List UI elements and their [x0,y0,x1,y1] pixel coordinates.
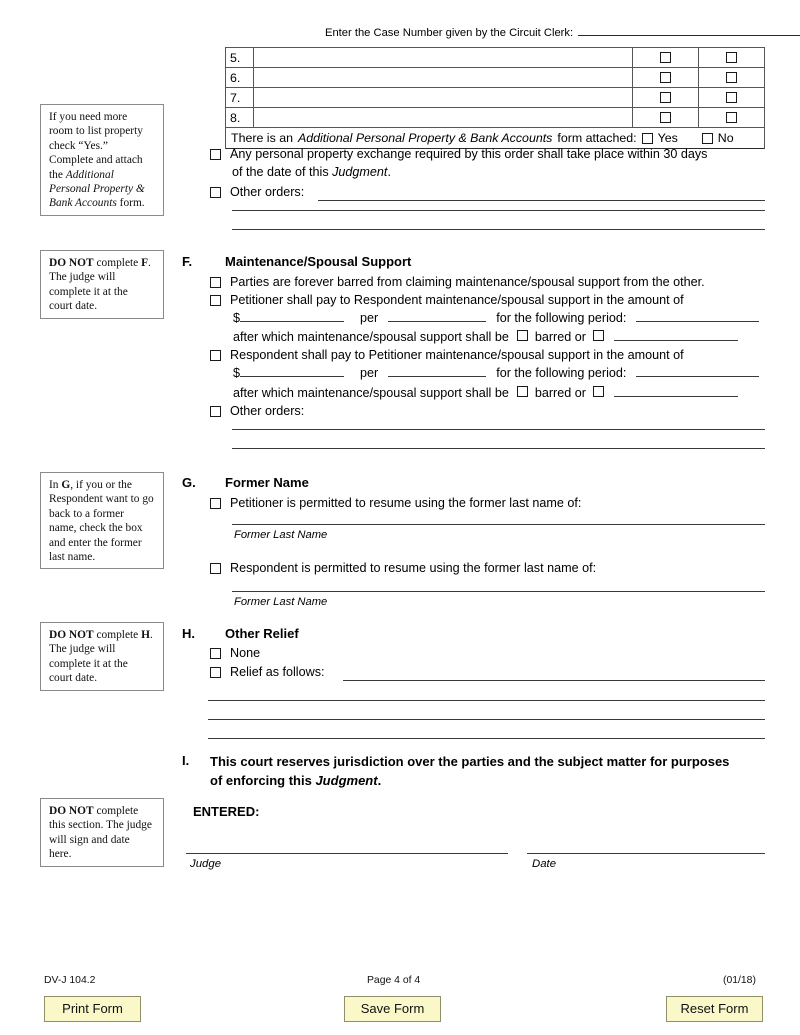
note-property [40,104,164,216]
note-line [49,256,156,270]
respondent-amount-input[interactable] [240,366,344,377]
barred-or-label: barred or [534,386,586,400]
note-line: this section. The judge [49,819,152,832]
note-line: complete it at the [49,657,128,670]
period-label: for the following period: [496,366,627,380]
note-line [49,168,156,182]
per-label: per [360,311,379,325]
note-italic: Bank Accounts [49,197,117,210]
section-f-item-3 [210,347,684,364]
dollar-sign: $ [233,366,241,380]
checkbox-icon[interactable] [726,112,737,123]
note-line: and enter the former [49,536,142,549]
note-line [49,478,156,492]
attachment-no-label: No [717,131,734,145]
note-bold: F [141,257,149,269]
note-line: complete it at the [49,285,128,298]
judge-signature-line[interactable] [186,853,508,854]
none-checkbox[interactable] [210,648,221,659]
petitioner-period-input[interactable] [636,311,759,322]
section-g-item-2 [210,560,596,577]
note-text: complete [93,805,139,817]
exchange-line1: Any personal property exchange required by this order shall take place within 30 days [230,147,708,161]
petitioner-amount-input[interactable] [240,311,344,322]
section-g-letter: G. [182,475,196,490]
section-f-other-orders-checkbox[interactable] [210,406,221,417]
petitioner-other-checkbox[interactable] [593,330,604,341]
none-label: None [230,646,261,660]
note-line: room to list property [49,125,143,138]
entered-label: ENTERED: [193,804,260,819]
note-line: If you need more [49,111,128,123]
row-number: 6. [226,68,254,88]
section-e-other-orders-line-1[interactable] [318,200,765,201]
note-line [49,804,156,818]
barred-checkbox[interactable] [210,277,221,288]
respondent-period-input[interactable] [636,366,759,377]
note-line: court date. [49,672,98,685]
after-which-label: after which maintenance/spousal support shall be [233,330,509,344]
note-bold: DO NOT [49,629,94,641]
row-description-input[interactable] [254,68,633,88]
note-text: , if you or the [70,479,132,491]
section-g-item-2-label: Respondent is permitted to resume using the former last name of: [230,561,597,575]
respondent-barred-checkbox[interactable] [517,386,528,397]
section-i-line-2-post: . [377,773,382,788]
row-description-input[interactable] [254,108,633,128]
section-h-item-relief [210,664,325,681]
relief-input-line-3[interactable] [208,719,765,720]
exchange-line2-pre: of the date of this [232,165,333,179]
section-g-item-1-label: Petitioner is permitted to resume using the former last name of: [230,496,582,510]
row-number: 7. [226,88,254,108]
period-label: for the following period: [496,311,627,325]
note-line: The judge will [49,271,116,284]
checkbox-icon[interactable] [726,92,737,103]
row-checkbox-col2[interactable] [699,88,765,108]
barred-or-label: barred or [534,330,586,344]
row-checkbox-col1[interactable] [633,108,699,128]
exchange-line2-post: . [387,165,391,179]
date-line[interactable] [527,853,765,854]
section-e-other-orders-checkbox[interactable] [210,187,221,198]
note-italic: Additional [65,168,114,181]
row-checkbox-col2[interactable] [699,68,765,88]
note-bold: DO NOT [49,805,94,817]
note-line: will sign and date [49,833,130,846]
row-checkbox-col1[interactable] [633,48,699,68]
exchange-line2 [232,164,391,181]
note-bold: DO NOT [49,257,94,269]
case-number-header [325,25,800,39]
respondent-per-input[interactable] [388,366,486,377]
note-text: . [149,629,153,641]
section-g-item-1 [210,495,581,512]
petitioner-former-name-checkbox[interactable] [210,498,221,509]
petitioner-pays-checkbox[interactable] [210,295,221,306]
petitioner-amount-row [233,311,759,325]
relief-label: Relief as follows: [230,665,325,679]
row-description-input[interactable] [254,48,633,68]
section-f-other-orders-label: Other orders: [230,404,305,418]
note-text: form. [116,197,145,210]
petitioner-barred-checkbox[interactable] [517,330,528,341]
row-description-input[interactable] [254,88,633,108]
section-i-line-2-pre: of enforcing this [210,773,316,788]
respondent-former-name-checkbox[interactable] [210,563,221,574]
note-line: Respondent want to go [49,493,154,506]
checkbox-icon[interactable] [726,72,737,83]
judgment-italic: Judgment [315,773,378,788]
note-line [49,628,156,642]
attachment-form-name: Additional Personal Property & Bank Accounts [297,131,553,145]
table-row [226,88,765,108]
note-section-g [40,472,164,569]
checkbox-icon[interactable] [660,92,671,103]
relief-input-line-1[interactable] [343,680,765,681]
attachment-yes-label: Yes [657,131,678,145]
section-f-title: Maintenance/Spousal Support [225,254,412,269]
respondent-after-which-row [233,386,738,400]
table-row [226,108,765,128]
form-id: DV-J 104.2 [44,975,96,986]
exchange-checkbox[interactable] [210,149,221,160]
section-f-item-2-label: Petitioner shall pay to Respondent maintenance/spousal support in the amount of [230,293,684,307]
note-line: check “Yes.” [49,139,108,152]
section-f-other-orders-line-2[interactable] [232,448,765,449]
judge-caption: Judge [190,858,222,870]
dollar-sign: $ [233,311,241,325]
row-checkbox-col2[interactable] [699,48,765,68]
relief-checkbox[interactable] [210,667,221,678]
checkbox-icon[interactable] [660,72,671,83]
checkbox-icon[interactable] [660,52,671,63]
checkbox-icon[interactable] [726,52,737,63]
section-i-line-1: This court reserves jurisdiction over the parties and the subject matter for purposes [210,754,730,769]
row-number: 8. [226,108,254,128]
respondent-pays-checkbox[interactable] [210,350,221,361]
note-line: The judge will [49,643,116,656]
after-which-label: after which maintenance/spousal support shall be [233,386,509,400]
section-e-other-orders-line-3[interactable] [232,229,765,230]
respondent-former-name-input[interactable] [232,591,765,592]
note-text: the [49,168,66,181]
note-bold: H [141,629,150,641]
section-h-letter: H. [182,626,195,641]
note-line: back to a former [49,507,124,520]
section-h-item-none [210,645,260,662]
note-text: complete [93,257,142,269]
relief-input-line-2[interactable] [208,700,765,701]
relief-input-line-4[interactable] [208,738,765,739]
section-e-other-orders-item [210,184,304,201]
petitioner-after-which-row [233,330,738,344]
section-f-item-1 [210,274,705,291]
page-number: Page 4 of 4 [367,975,421,986]
note-section-f [40,250,164,319]
note-line: court date. [49,300,98,313]
respondent-other-input[interactable] [614,386,738,397]
note-line: last name. [49,551,96,564]
respondent-other-checkbox[interactable] [593,386,604,397]
note-line [49,196,156,210]
note-line: here. [49,848,72,861]
row-number: 5. [226,48,254,68]
petitioner-other-input[interactable] [614,330,738,341]
section-f-other-orders-item [210,403,304,420]
per-label: per [360,366,379,380]
section-f-letter: F. [182,254,193,269]
reset-form-button[interactable]: Reset Form [666,996,763,1022]
print-form-button[interactable]: Print Form [44,996,141,1022]
case-number-label: Enter the Case Number given by the Circuit Clerk: [325,27,574,39]
respondent-amount-row [233,366,759,380]
section-i-line-2 [210,772,381,789]
checkbox-icon[interactable] [660,112,671,123]
petitioner-former-name-caption: Former Last Name [234,529,328,541]
section-e-other-orders-line-2[interactable] [232,210,765,211]
section-f-other-orders-line-1[interactable] [232,429,765,430]
note-bold: G [61,479,71,491]
row-checkbox-col2[interactable] [699,108,765,128]
row-checkbox-col1[interactable] [633,88,699,108]
note-line: Complete and attach [49,154,143,167]
attachment-yes-checkbox[interactable] [642,133,653,144]
table-row [226,68,765,88]
note-italic: Personal Property & [49,183,145,196]
petitioner-per-input[interactable] [388,311,486,322]
case-number-input[interactable] [578,25,800,36]
note-entered [40,798,164,867]
table-row [226,48,765,68]
note-text: In [49,479,62,491]
exchange-item [210,146,707,163]
attachment-text-after: form attached: [557,131,637,145]
section-f-item-1-label: Parties are forever barred from claiming maintenance/spousal support from the other. [230,275,705,289]
section-i-letter: I. [182,753,190,768]
property-table [225,47,765,149]
section-g-title: Former Name [225,475,309,490]
section-f-item-3-label: Respondent shall pay to Petitioner maintenance/spousal support in the amount of [230,348,684,362]
judgment-italic: Judgment [332,165,388,179]
save-form-button[interactable]: Save Form [344,996,441,1022]
section-e-other-orders-label: Other orders: [230,185,305,199]
section-f-item-2 [210,292,684,309]
note-text: . [148,257,151,269]
date-caption: Date [532,858,557,870]
petitioner-former-name-input[interactable] [232,524,765,525]
row-checkbox-col1[interactable] [633,68,699,88]
note-line: name, check the box [49,522,143,535]
section-h-title: Other Relief [225,626,299,641]
note-text: complete [93,629,142,641]
revision-date: (01/18) [723,975,756,986]
attachment-text-before: There is an [231,131,293,145]
note-section-h [40,622,164,691]
attachment-no-checkbox[interactable] [702,133,713,144]
respondent-former-name-caption: Former Last Name [234,596,328,608]
